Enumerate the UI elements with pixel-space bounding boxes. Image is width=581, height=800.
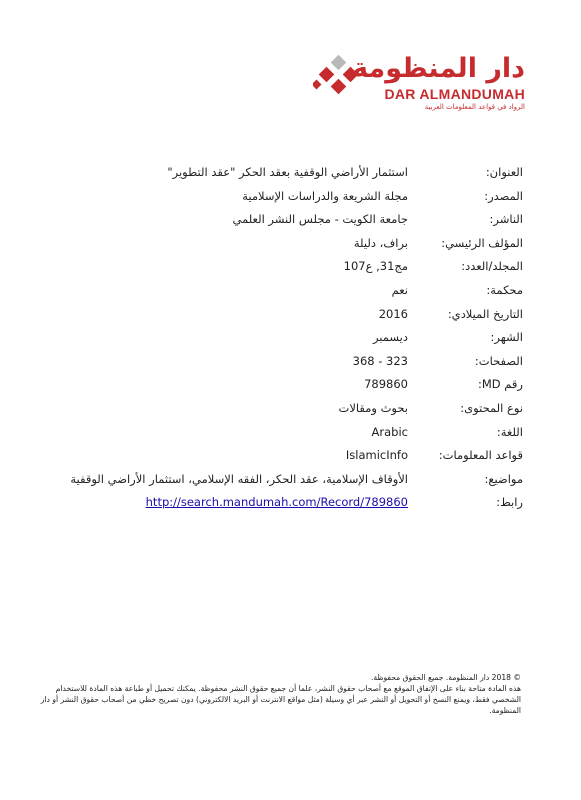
field-label: رقم MD: — [477, 377, 523, 392]
field-label: نوع المحتوى: — [460, 400, 523, 415]
field-label: العنوان: — [485, 165, 523, 179]
field-label: قواعد المعلومات: — [438, 448, 523, 463]
field-value: الأوقاف الإسلامية، عقد الحكر، الفقه الإسلامي، استثمار الأراضي الوقفية — [70, 471, 408, 486]
record-row-publisher — [50, 211, 523, 227]
field-label: اللغة: — [496, 424, 523, 439]
field-value: مجلة الشريعة والدراسات الإسلامية — [242, 188, 408, 203]
record-row-year — [50, 306, 523, 322]
field-value: براف، دليلة — [353, 235, 408, 250]
logo-text — [352, 52, 525, 113]
field-value: 789860 — [364, 377, 408, 392]
field-label: مواضيع: — [484, 471, 523, 486]
field-label: المجلد/العدد: — [461, 259, 523, 274]
record-row-language — [50, 424, 523, 440]
record-link[interactable]: http://search.mandumah.com/Record/789860 — [145, 495, 408, 510]
field-label: المؤلف الرئيسي: — [441, 235, 523, 250]
logo-name-arabic: دار المنظومة — [352, 53, 525, 84]
record-row-volume-issue — [50, 258, 523, 274]
field-label: المصدر: — [484, 188, 523, 203]
logo-tagline: الرواد في قواعد المعلومات العربية — [424, 103, 525, 111]
field-value: نعم — [391, 282, 408, 297]
record-row-source — [50, 188, 523, 204]
record-row-subjects — [50, 471, 523, 487]
record-row-content-type — [50, 400, 523, 416]
field-value: استثمار الأراضي الوقفية بعقد الحكر "عقد التطوير" — [167, 165, 408, 179]
record-row-peer-reviewed — [50, 282, 523, 298]
copyright-line: © 2018 دار المنظومة. جميع الحقوق محفوظة. — [370, 673, 521, 682]
record-row-author — [50, 235, 523, 251]
logo-name-english: DAR ALMANDUMAH — [384, 86, 525, 102]
field-value: مج31, ع107 — [343, 259, 408, 274]
field-label: الناشر: — [489, 212, 523, 227]
record-row-pages — [50, 353, 523, 369]
field-label: الصفحات: — [474, 353, 523, 368]
logo-diamond-red-small — [313, 80, 321, 90]
field-value: Arabic — [371, 424, 408, 439]
field-value: بحوث ومقالات — [338, 400, 408, 415]
copyright-footer — [38, 672, 521, 716]
record-row-link — [50, 494, 523, 510]
record-metadata — [50, 164, 523, 518]
copyright-notice: هذه المادة متاحة بناء على الإتفاق الموقع مع أصحاب حقوق النشر، علما أن جميع حقوق النشر محفوظة. يمكنك تحميل أو طباعة هذه المادة للاستخدام الشخصي فقط، ويمنع النسخ أو التحويل أو النشر عبر أي وسيلة (مثل مواقع الانترنت أو البريد الالكتروني) دون تصريح خطي من أصحاب حقوق النشر أو دار المنظومة. — [40, 684, 521, 715]
field-value: جامعة الكويت - مجلس النشر العلمي — [232, 212, 408, 227]
record-row-md-number — [50, 376, 523, 392]
field-value: 2016 — [378, 306, 408, 321]
field-value: ديسمبر — [372, 330, 408, 345]
field-value: IslamicInfo — [345, 448, 408, 463]
record-row-title — [50, 164, 523, 180]
record-row-databases — [50, 447, 523, 463]
field-value — [50, 494, 408, 510]
logo-diamond-gray — [331, 55, 347, 71]
publisher-logo — [313, 52, 525, 124]
field-label: رابط: — [496, 495, 523, 510]
field-label: التاريخ الميلادي: — [447, 306, 523, 321]
field-label: محكمة: — [486, 282, 523, 297]
record-row-month — [50, 329, 523, 345]
logo-diamond-red-bottom — [331, 79, 347, 95]
logo-diamond-red-left — [319, 67, 335, 83]
field-label: الشهر: — [490, 330, 523, 345]
field-value: 323 - 368 — [352, 353, 408, 368]
